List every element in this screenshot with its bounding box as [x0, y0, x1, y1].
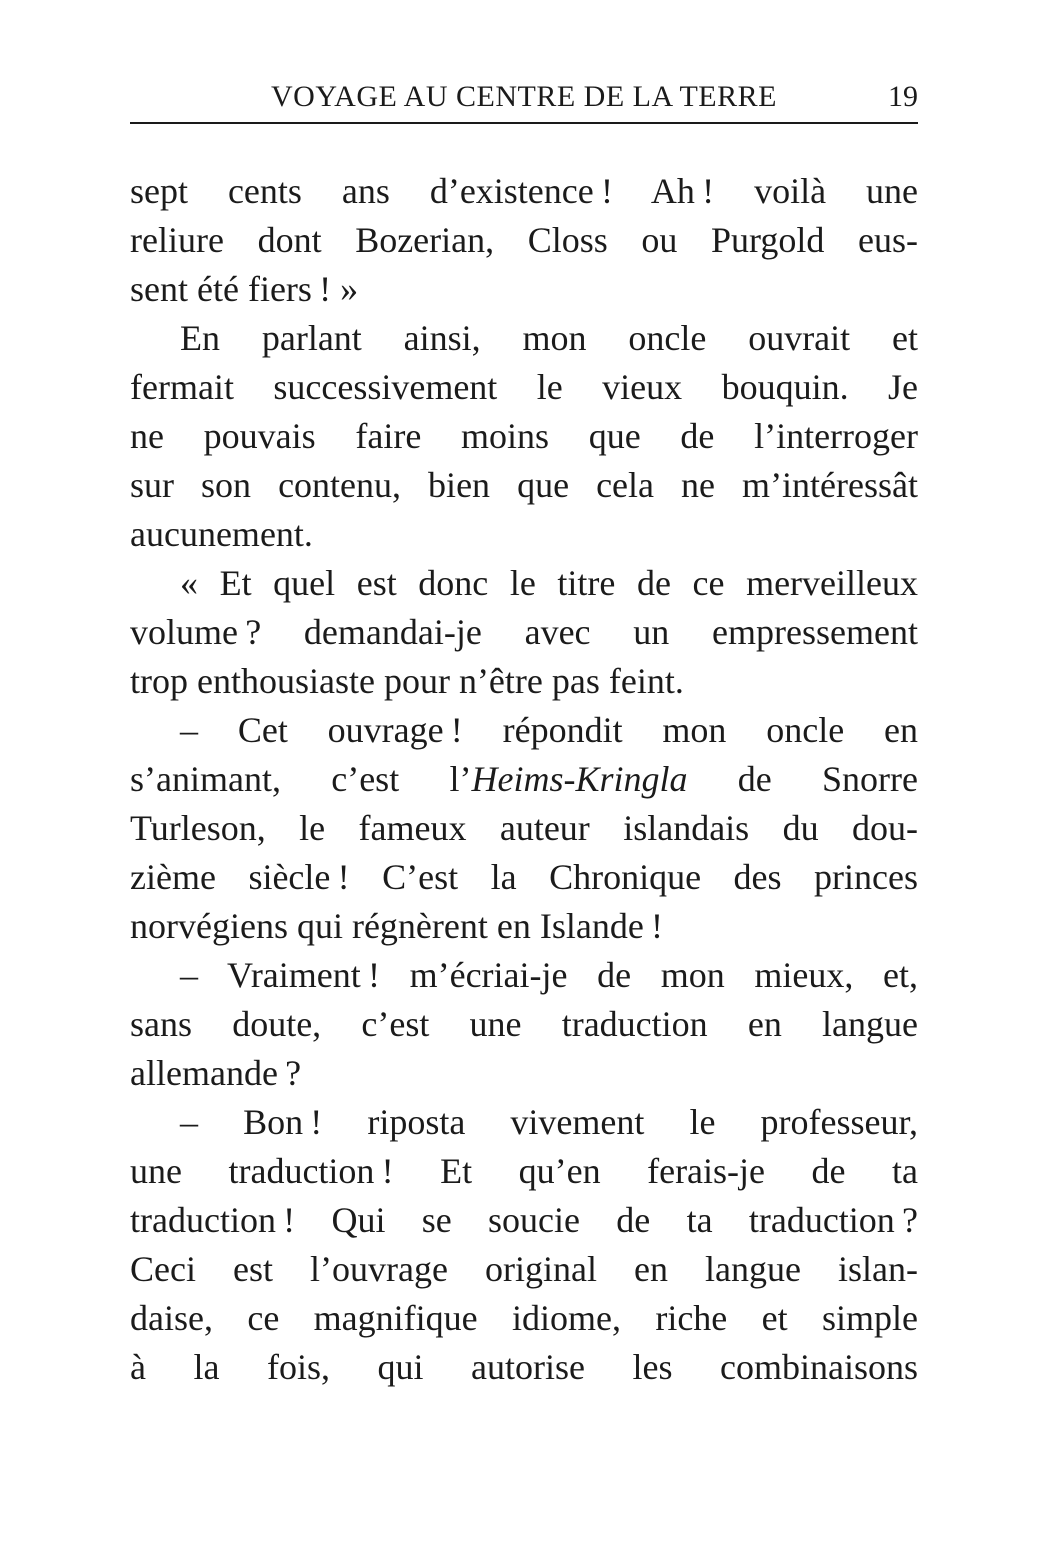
text-line: [130, 951, 918, 1000]
text-segment: sent été fiers ! »: [130, 269, 359, 309]
text-line: [130, 1147, 918, 1196]
text-segment: ne pouvais faire moins que de l’interroger: [130, 416, 918, 456]
text-segment: traduction ! Qui se soucie de ta traduction ?: [130, 1200, 918, 1240]
text-line: [130, 510, 918, 559]
text-segment: trop enthousiaste pour n’être pas feint.: [130, 661, 684, 701]
text-line: [130, 1245, 918, 1294]
running-title: VOYAGE AU CENTRE DE LA TERRE: [271, 80, 777, 113]
text-line: [130, 1196, 918, 1245]
text-line: [130, 167, 918, 216]
text-line: [130, 853, 918, 902]
text-segment: sans doute, c’est une traduction en langue: [130, 1004, 918, 1044]
page-body: [130, 167, 918, 1392]
text-line: [130, 1343, 918, 1392]
text-segment: volume ? demandai-je avec un empressement: [130, 612, 918, 652]
text-line: [130, 706, 918, 755]
text-line: [130, 804, 918, 853]
text-segment: une traduction ! Et qu’en ferais-je de ta: [130, 1151, 918, 1191]
text-segment: En parlant ainsi, mon oncle ouvrait et: [180, 318, 918, 358]
text-segment: aucunement.: [130, 514, 313, 554]
text-segment: sur son contenu, bien que cela ne m’intéressât: [130, 465, 918, 505]
text-line: [130, 657, 918, 706]
text-line: [130, 265, 918, 314]
text-segment: « Et quel est donc le titre de ce merveilleux: [180, 563, 918, 603]
text-segment: reliure dont Bozerian, Closs ou Purgold eus-: [130, 220, 918, 260]
text-segment: s’animant, c’est l’: [130, 759, 472, 799]
text-segment: daise, ce magnifique idiome, riche et simple: [130, 1298, 918, 1338]
text-segment: – Bon ! riposta vivement le professeur,: [180, 1102, 918, 1142]
text-segment: – Vraiment ! m’écriai-je de mon mieux, et,: [180, 955, 918, 995]
text-line: [130, 1000, 918, 1049]
text-segment: sept cents ans d’existence ! Ah ! voilà une: [130, 171, 918, 211]
page-content: [130, 0, 918, 1392]
text-line: [130, 363, 918, 412]
text-line: [130, 314, 918, 363]
text-line: [130, 216, 918, 265]
text-line: [130, 412, 918, 461]
text-segment: zième siècle ! C’est la Chronique des princes: [130, 857, 918, 897]
text-segment: – Cet ouvrage ! répondit mon oncle en: [180, 710, 918, 750]
book-title-italic: Heims-Kringla: [471, 759, 688, 799]
text-line: [130, 559, 918, 608]
header-rule: [130, 122, 918, 124]
text-line: [130, 1294, 918, 1343]
text-line: [130, 902, 918, 951]
text-segment: Ceci est l’ouvrage original en langue islan-: [130, 1249, 918, 1289]
text-line: [130, 755, 918, 804]
text-segment: Turleson, le fameux auteur islandais du dou-: [130, 808, 918, 848]
text-line: [130, 1049, 918, 1098]
text-line: [130, 1098, 918, 1147]
text-segment: à la fois, qui autorise les combinaisons: [130, 1347, 918, 1387]
page-number: 19: [888, 80, 918, 113]
text-segment: fermait successivement le vieux bouquin. Je: [130, 367, 918, 407]
text-segment: allemande ?: [130, 1053, 302, 1093]
text-segment: norvégiens qui régnèrent en Islande !: [130, 906, 664, 946]
text-line: [130, 461, 918, 510]
text-segment: de Snorre: [687, 759, 918, 799]
page-header: [130, 80, 918, 114]
text-line: [130, 608, 918, 657]
